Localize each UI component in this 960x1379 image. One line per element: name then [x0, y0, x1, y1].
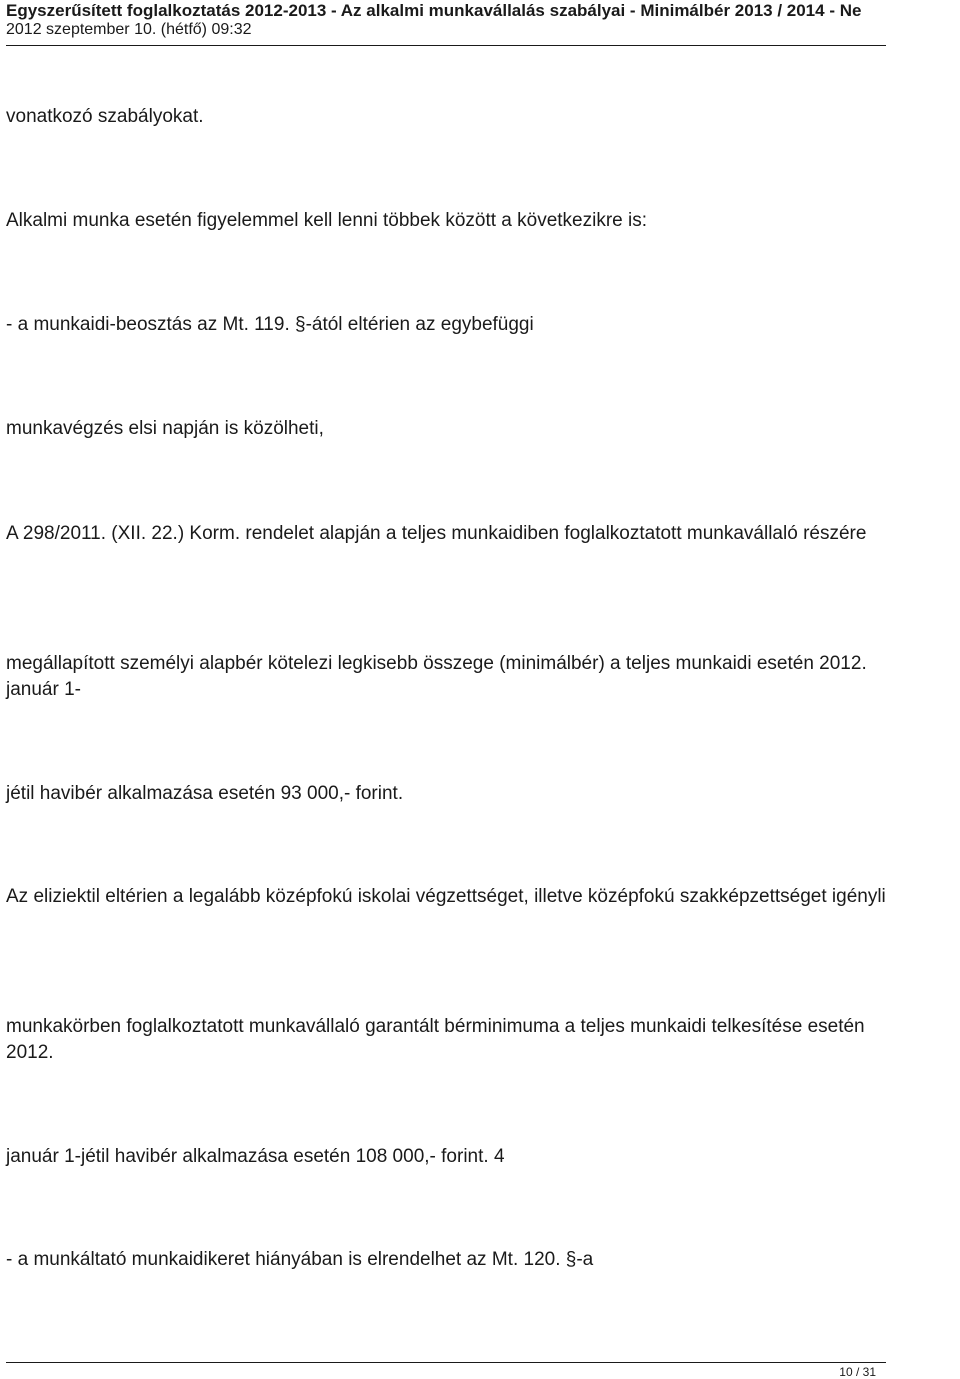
paragraph-6: megállapított személyi alapbér kötelezi legkisebb összege (minimálbér) a teljes munkaidi esetén 2012. január 1-: [6, 653, 867, 700]
header-divider: [6, 45, 886, 46]
document-date: 2012 szeptember 10. (hétfő) 09:32: [6, 21, 252, 38]
page-number: 10 / 31: [839, 1365, 876, 1379]
paragraph-1: vonatkozó szabályokat.: [6, 106, 204, 127]
paragraph-7: jétil havibér alkalmazása esetén 93 000,- forint.: [6, 783, 404, 804]
paragraph-5: A 298/2011. (XII. 22.) Korm. rendelet alapján a teljes munkaidiben foglalkoztatott munkavállaló részére: [6, 523, 867, 544]
paragraph-10: január 1-jétil havibér alkalmazása esetén 108 000,- forint. 4: [6, 1146, 505, 1167]
paragraph-9: munkakörben foglalkoztatott munkavállaló garantált bérminimuma a teljes munkaidi telkesítése esetén 2012.: [6, 1016, 865, 1063]
paragraph-4: munkavégzés elsi napján is közölheti,: [6, 418, 324, 439]
footer-divider: [6, 1362, 886, 1363]
paragraph-11: - a munkáltató munkaidikeret hiányában is elrendelhet az Mt. 120. §-a: [6, 1249, 594, 1270]
paragraph-2: Alkalmi munka esetén figyelemmel kell lenni többek között a következikre is:: [6, 210, 648, 231]
paragraph-8: Az eliziektil eltérien a legalább középfokú iskolai végzettséget, illetve középfokú szakképzettséget igényli: [6, 886, 886, 907]
paragraph-3: - a munkaidi-beosztás az Mt. 119. §-ától eltérien az egybefüggi: [6, 314, 534, 335]
document-title: Egyszerűsített foglalkoztatás 2012-2013 - Az alkalmi munkavállalás szabályai - Minimálbér 2013 / 2014 - Ne: [6, 1, 862, 20]
